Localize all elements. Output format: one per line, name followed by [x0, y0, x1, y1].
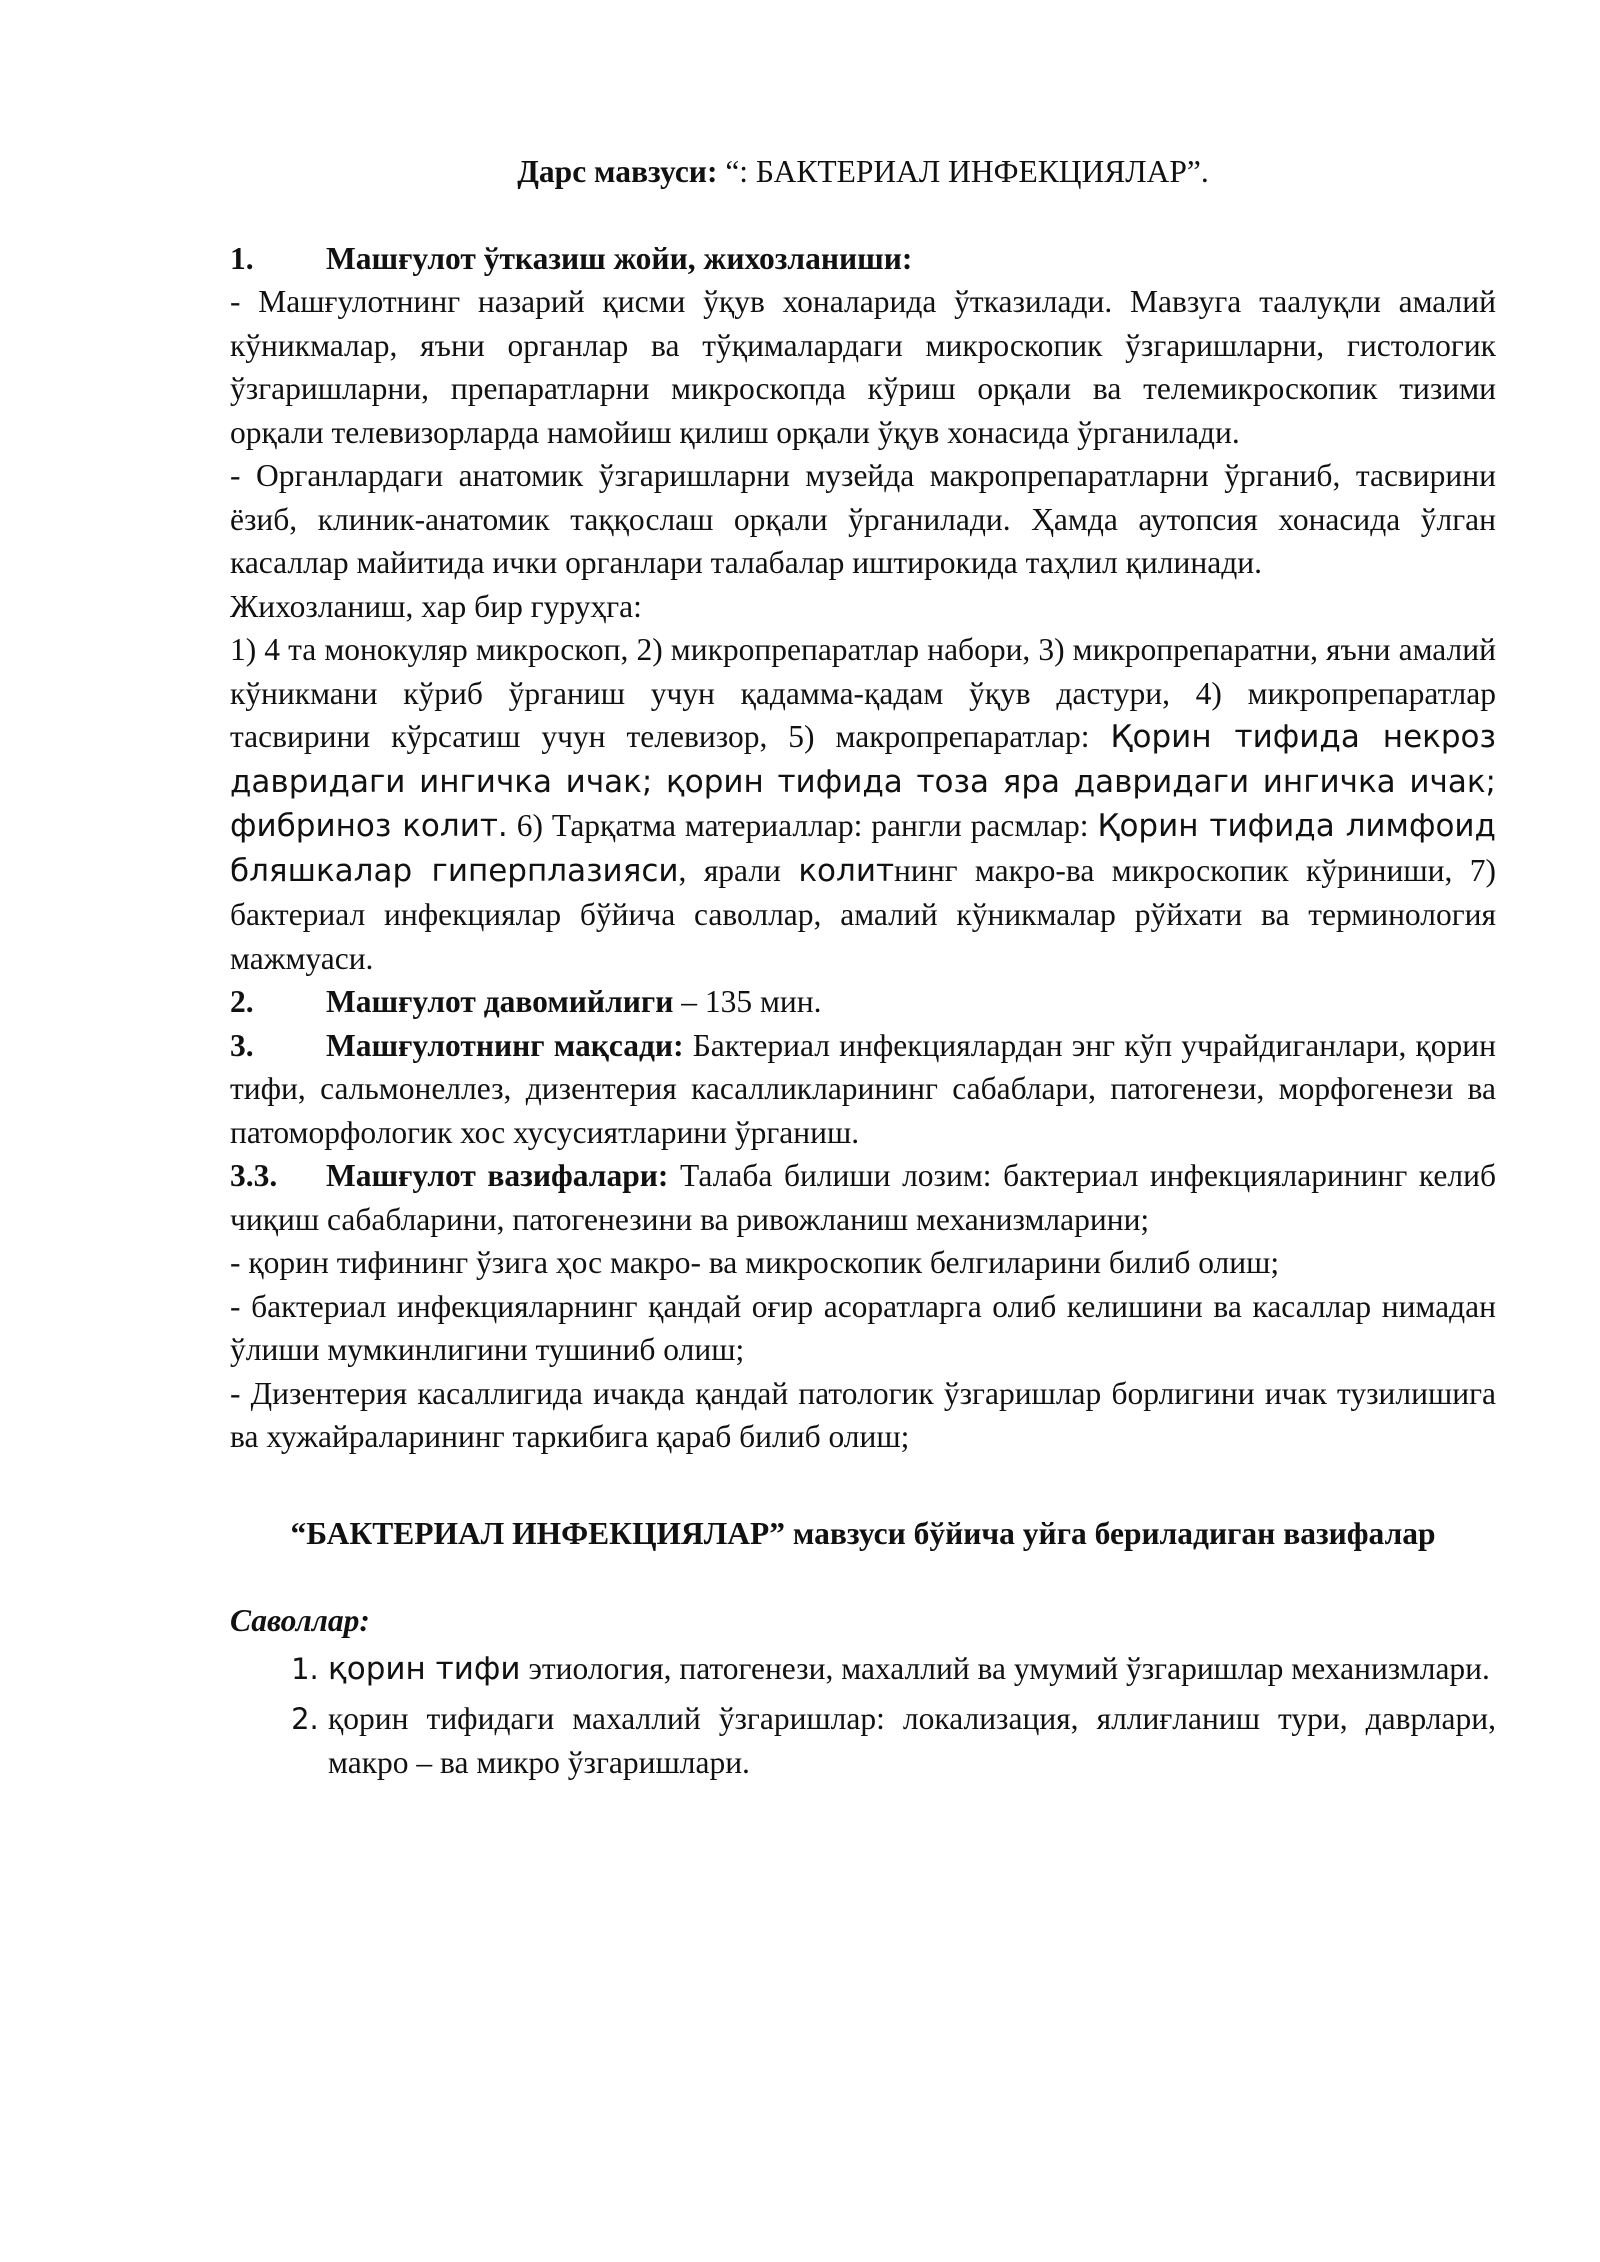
section-3-3	[230, 1154, 1496, 1241]
lesson-topic	[230, 150, 1496, 194]
equipment-text: 6) Тарқатма материаллар: рангли расмлар:	[507, 808, 1098, 843]
equipment-text: 1) 4 та монокуляр микроскоп, 2) микропрепаратлар набори, 3) микропрепаратни, яъни амалий кўникмани кўриб ўрганиш учун қадамма-қадам ўқув дастури, 4) микропрепаратлар тасвирини кўрсатиш учун телевизор, 5) макропрепаратлар:	[230, 632, 1496, 754]
section-number: 3.3.	[230, 1158, 278, 1193]
section-3	[230, 1024, 1496, 1155]
question-text: қорин тифидаги махаллий ўзгаришлар: локализация, яллиғланиш тури, даврлари, макро – ва микро ўзгаришлари.	[328, 1701, 1496, 1780]
section-number: 3.	[230, 1027, 254, 1063]
task-item: - қорин тифининг ўзига ҳос макро- ва микроскопик белгиларини билиб олиш;	[230, 1245, 1280, 1280]
section-title: Машғулот ўтказиш жойи, жихозланиши:	[326, 240, 913, 276]
homework-heading: “БАКТЕРИАЛ ИНФЕКЦИЯЛАР” мавзуси бўйича уйга бериладиган вазифалар	[290, 1515, 1436, 1551]
paragraph: - Органлардаги анатомик ўзгаришларни музейда макропрепаратларни ўрганиб, тасвирини ёзиб, клиник-анатомик таққослаш орқали ўрганилади. Ҳамда аутопсия хонасида ўлган касаллар майитида ички органлари талабалар иштирокида таҳлил қилинади.	[230, 458, 1496, 580]
section-number: 1.	[230, 240, 254, 276]
duration-value: – 135 мин.	[673, 984, 822, 1019]
section-2	[230, 980, 1496, 1024]
equipment-text: , ярали	[678, 852, 799, 888]
section-1-heading	[230, 237, 1496, 281]
macro-specimens-list: Қорин тифида некроз давридаги ингичка ичак; қорин тифида тоза яра давридаги ингичка ичак; фибриноз колит.	[230, 719, 1496, 844]
questions-label: Саволлар:	[230, 1603, 370, 1638]
picture-title: Қорин тифида лимфоид бляшкалар гиперплазияси	[230, 808, 1496, 889]
section-text: Бактериал инфекциялардан энг кўп учрайдиганлари, қорин тифи, сальмонеллез, дизентерия касалликларининг сабаблари, патогенези, морфогенези ва патоморфологик хос хусусиятларини ўрганиш.	[230, 1027, 1496, 1150]
section-number: 2.	[230, 984, 254, 1019]
equipment-text: нинг макро-ва микроскопик кўриниши, 7) бактериал инфекциялар бўйича саволлар, амалий кўникмалар рўйхати ва терминология мажмуаси.	[230, 852, 1497, 976]
section-title: Машғулот давомийлиги	[326, 984, 674, 1019]
section-title: Машғулотнинг мақсади:	[326, 1027, 684, 1063]
paragraph: Жихозланиш, хар бир гуруҳга:	[230, 588, 642, 624]
question-term: қорин тифи	[328, 1650, 521, 1687]
lesson-topic-label: Дарс мавзуси:	[517, 154, 718, 189]
task-item: - Дизентерия касаллигида ичакда қандай патологик ўзгаришлар борлигини ичак тузилишига ва хужайраларининг таркибига қараб билиб олиш;	[230, 1375, 1496, 1454]
paragraph: - Машғулотнинг назарий қисми ўқув хоналарида ўтказилади. Мавзуга таалуқли амалий кўникмалар, яъни органлар ва тўқималардаги микроскопик ўзгаришларни, гистологик ўзгаришларни, препаратларни микроскопда кўриш орқали ва телемикроскопик тизими орқали телевизорларда намойиш қилиш орқали ўқув хонасида ўрганилади.	[230, 284, 1496, 450]
question-item	[328, 1697, 1496, 1784]
question-item	[328, 1647, 1496, 1692]
questions-list	[230, 1647, 1496, 1785]
equipment-paragraph	[230, 628, 1496, 980]
document-page	[230, 150, 1496, 1790]
task-item: - бактериал инфекцияларнинг қандай оғир асоратларга олиб келишини ва касаллар нимадан ўлиши мумкинлигини тушиниб олиш;	[230, 1288, 1496, 1367]
picture-title: колит	[798, 852, 895, 889]
section-text: Талаба билиши лозим: бактериал инфекцияларининг келиб чиқиш сабабларини, патогенезини ва ривожланиш механизмларини;	[230, 1158, 1497, 1237]
question-text: этиология, патогенези, махаллий ва умумий ўзгаришлар механизмлари.	[520, 1650, 1490, 1686]
section-title: Машғулот вазифалари:	[326, 1158, 669, 1193]
lesson-topic-text: “: БАКТЕРИАЛ ИНФЕКЦИЯЛАР”.	[717, 154, 1209, 189]
